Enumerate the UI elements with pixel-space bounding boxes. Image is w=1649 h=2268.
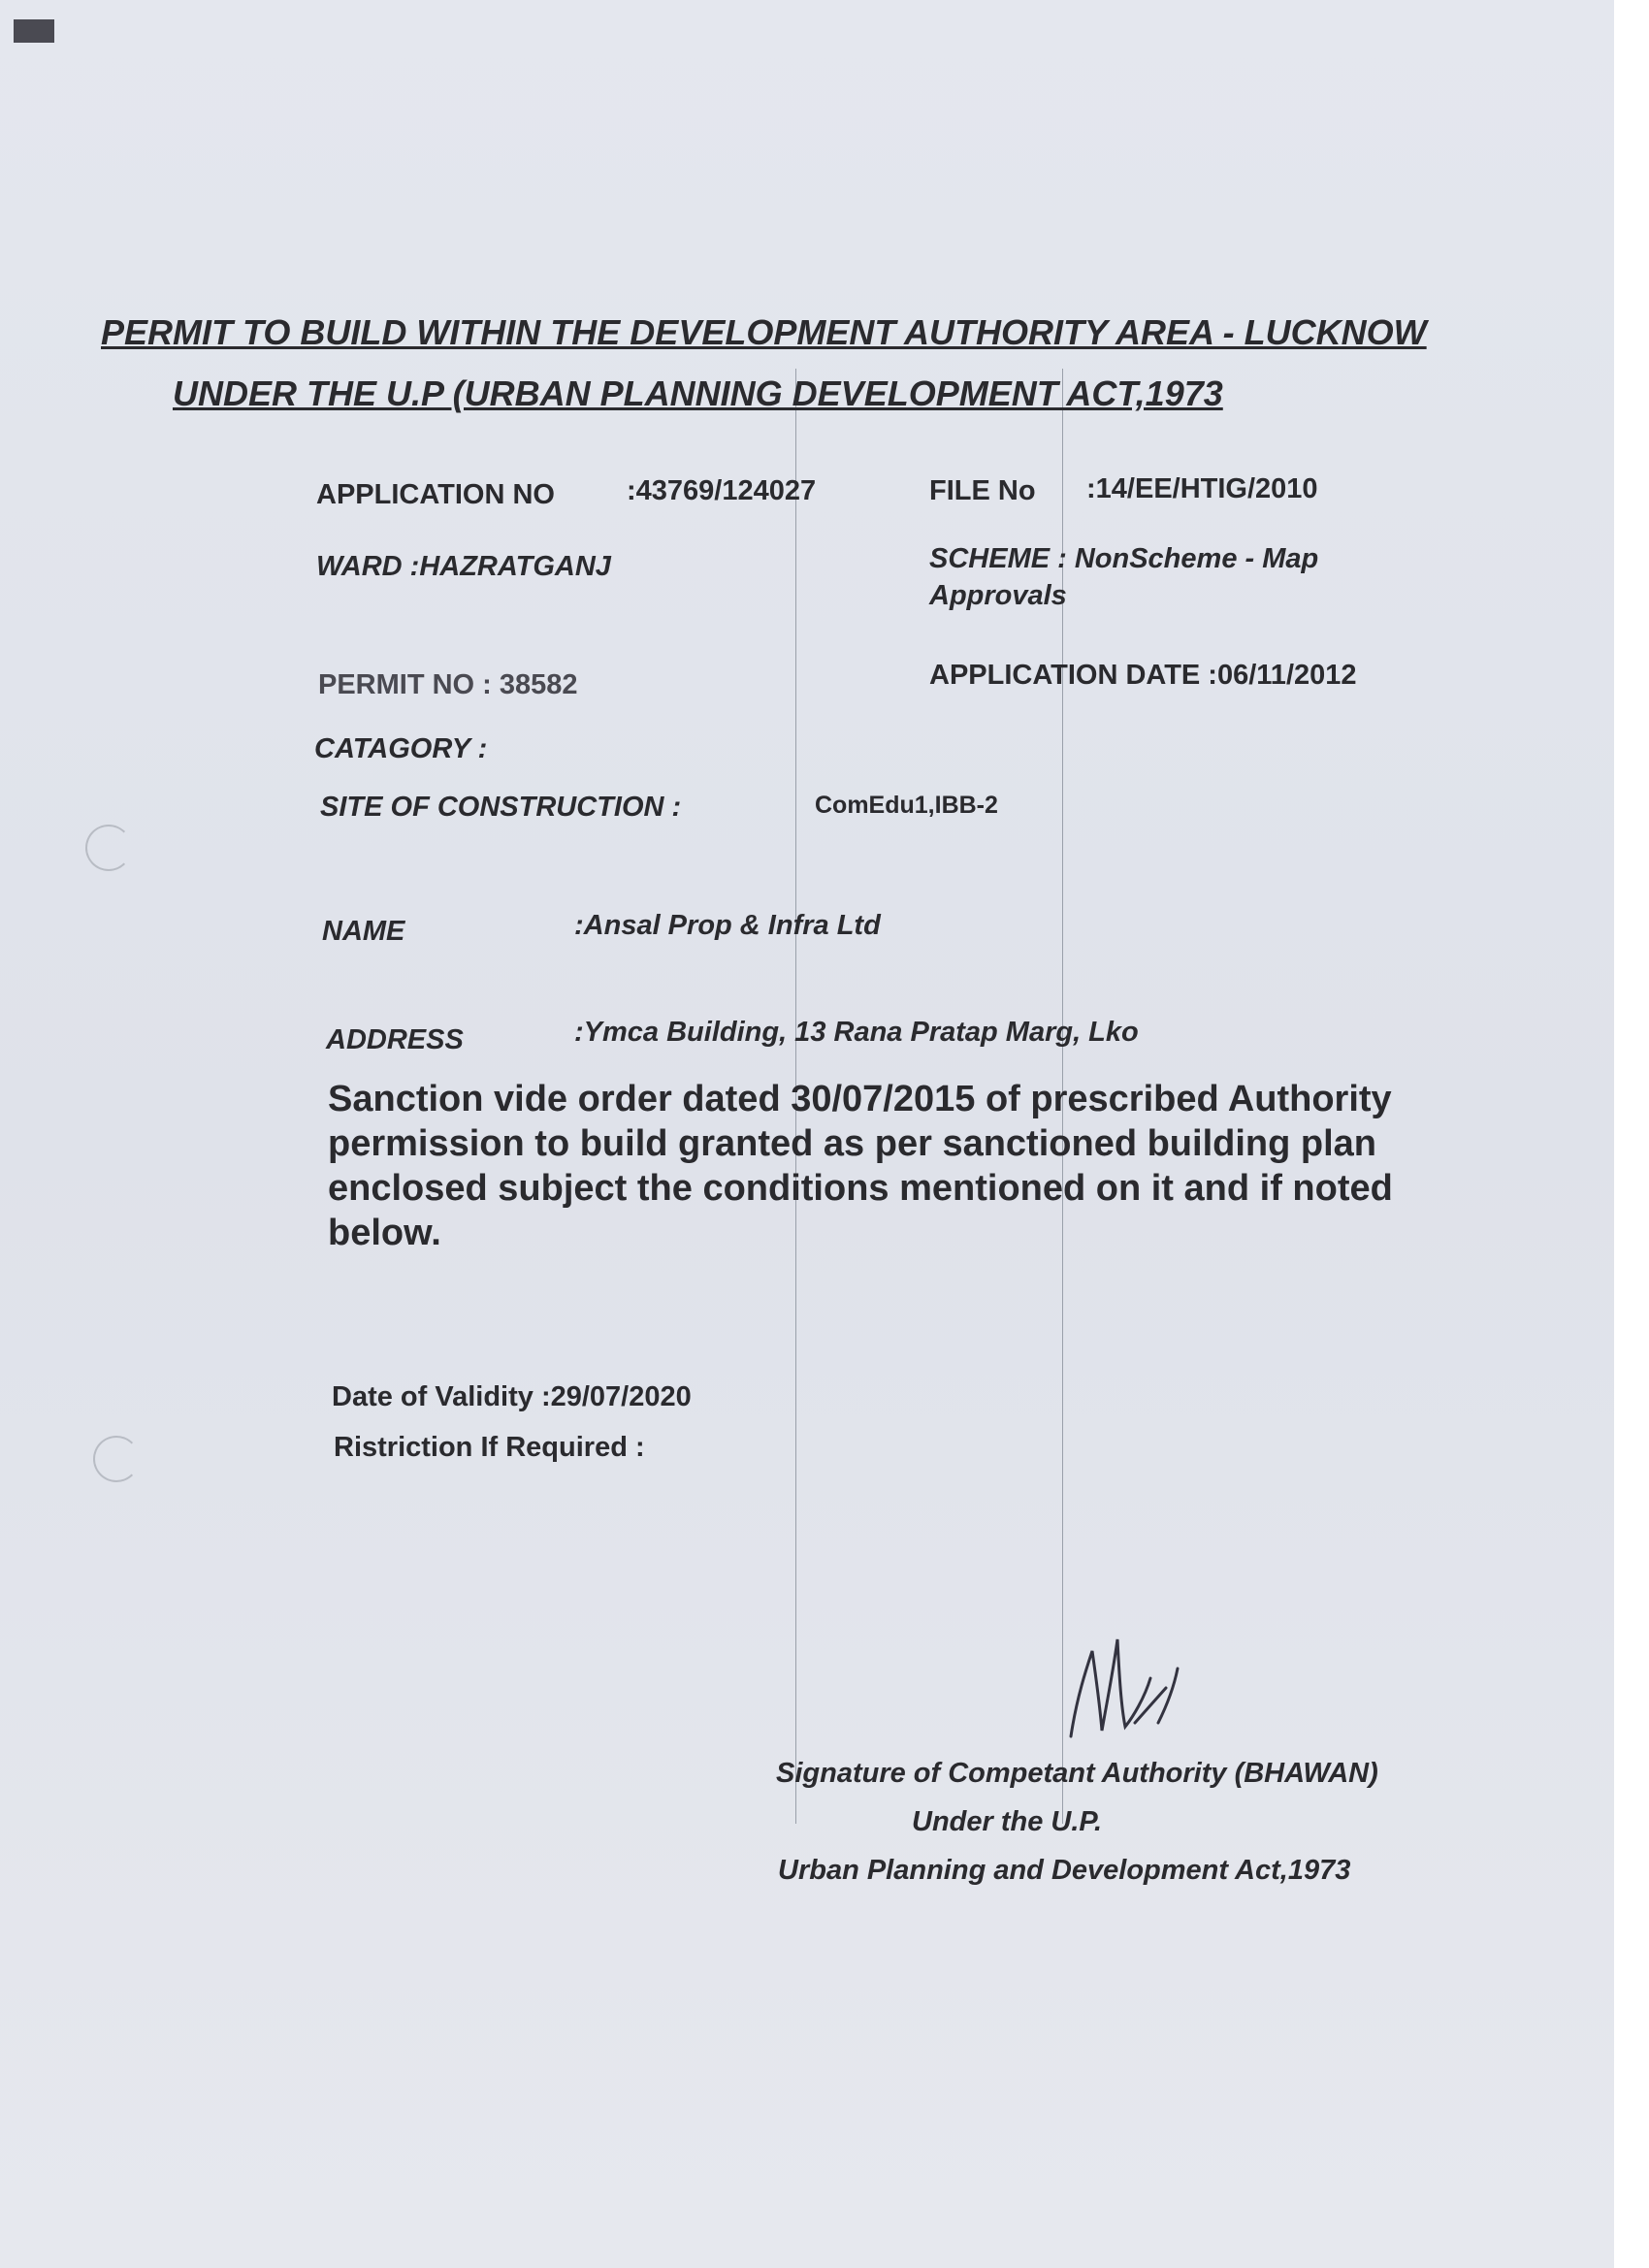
title-line-1: PERMIT TO BUILD WITHIN THE DEVELOPMENT AUTHORITY AREA - LUCKNOW — [101, 312, 1427, 352]
sanction-line: below. — [328, 1213, 441, 1253]
scheme-field: SCHEME : NonScheme - Map — [929, 543, 1319, 574]
application-no-label: APPLICATION NO — [316, 479, 555, 510]
scheme-field-continued: Approvals — [929, 580, 1067, 611]
ward-field: WARD :HAZRATGANJ — [316, 551, 611, 582]
sanction-paragraph — [328, 1077, 1443, 1255]
address-label: ADDRESS — [326, 1024, 464, 1055]
application-date: APPLICATION DATE :06/11/2012 — [929, 660, 1357, 691]
name-value: :Ansal Prop & Infra Ltd — [574, 910, 881, 941]
signature-line-2: Under the U.P. — [912, 1806, 1103, 1837]
sanction-line: Sanction vide order dated 30/07/2015 of prescribed Authority — [328, 1079, 1392, 1119]
scan-margin — [1614, 0, 1649, 2268]
file-no-value: :14/EE/HTIG/2010 — [1086, 473, 1318, 504]
punch-hole — [85, 825, 132, 871]
signature-line-3: Urban Planning and Development Act,1973 — [778, 1855, 1351, 1886]
date-of-validity: Date of Validity :29/07/2020 — [332, 1381, 692, 1412]
restriction-label: Ristriction If Required : — [334, 1432, 645, 1463]
site-value: ComEdu1,IBB-2 — [815, 792, 998, 819]
punch-hole — [93, 1436, 140, 1482]
category-label: CATAGORY : — [314, 733, 488, 764]
title-line-2: UNDER THE U.P (URBAN PLANNING DEVELOPMENT ACT,1973 — [173, 373, 1223, 413]
handwritten-signature-mark — [1057, 1630, 1193, 1756]
sanction-line: enclosed subject the conditions mentioned on it and if noted — [328, 1168, 1393, 1209]
application-no-value: :43769/124027 — [627, 475, 817, 506]
file-no-label: FILE No — [929, 475, 1036, 506]
scan-corner-mark — [14, 19, 54, 43]
permit-no: PERMIT NO : 38582 — [318, 669, 578, 700]
site-label: SITE OF CONSTRUCTION : — [320, 792, 682, 823]
name-label: NAME — [322, 916, 405, 947]
address-value: :Ymca Building, 13 Rana Pratap Marg, Lko — [574, 1017, 1139, 1048]
sanction-line: permission to build granted as per sanctioned building plan — [328, 1123, 1376, 1164]
signature-line-1: Signature of Competant Authority (BHAWAN) — [776, 1758, 1378, 1789]
